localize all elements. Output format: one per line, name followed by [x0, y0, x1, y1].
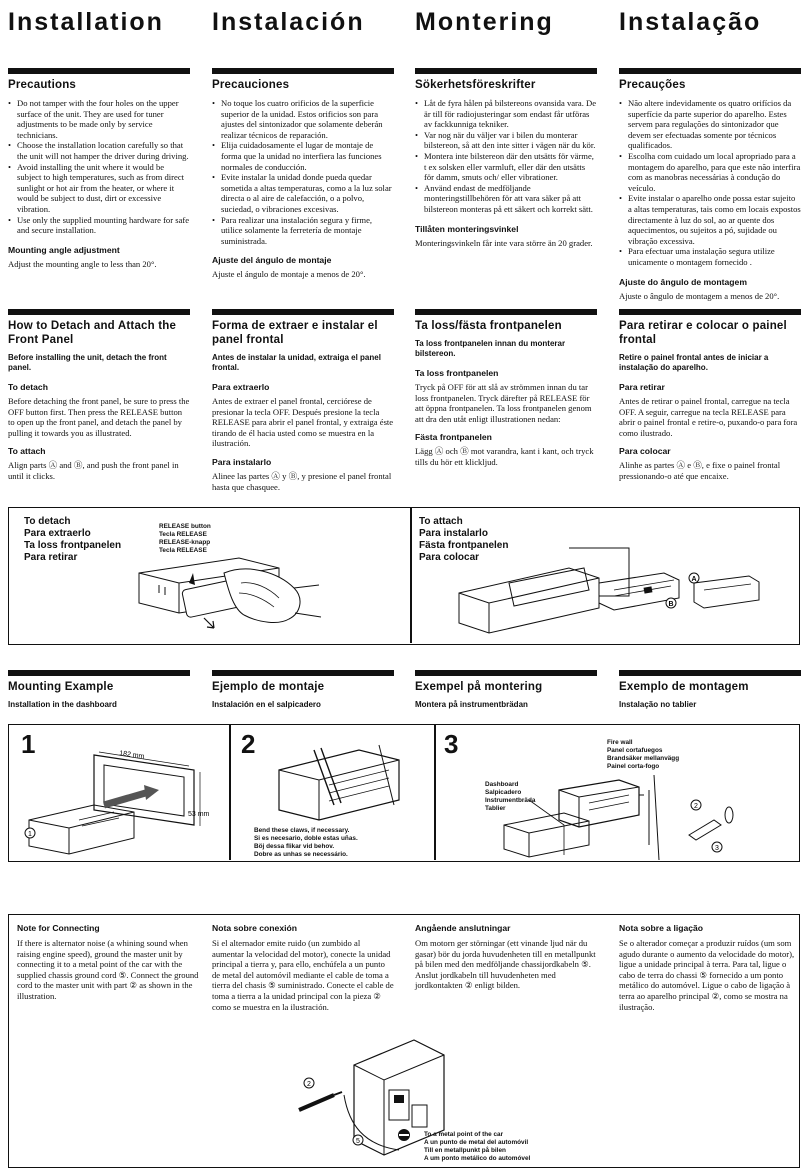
metal-point-label: To a metal point of the car	[424, 1131, 504, 1138]
attach-label: Fästa frontpanelen	[419, 540, 509, 551]
sub-heading: Para extraerlo	[212, 382, 270, 392]
mounting-sv	[415, 680, 597, 710]
intro-text: Before installing the unit, detach the front panel.	[8, 353, 167, 372]
list-item: • Choose the installation location carefully so that the unit will not hamper the driver during driving.	[8, 140, 190, 161]
paragraph: Before detaching the front panel, be sure to press the OFF button first. Then press the RELEASE button to open up the front panel, and detach the panel by pulling it towards you as illustrated.	[8, 396, 190, 438]
sub-heading: Note for Connecting	[17, 923, 100, 933]
detach-label: Ta loss frontpanelen	[24, 540, 122, 551]
sub-heading: Nota sobre conexión	[212, 923, 297, 933]
firewall-label: Painel corta-fogo	[607, 763, 660, 770]
release-label: RELEASE-knapp	[159, 539, 211, 546]
section-bar	[212, 309, 394, 315]
section-heading: Exemplo de montagem	[619, 681, 749, 693]
callout-2-label: 2	[307, 1081, 311, 1088]
section-bar	[212, 670, 394, 676]
paragraph: Alinhe as partes Ⓐ e Ⓑ, e fixe o painel frontal pressionando-o até que encaixe.	[619, 460, 781, 481]
sub-heading: Mounting angle adjustment	[8, 244, 120, 255]
paragraph: Adjust the mounting angle to less than 20°.	[8, 258, 157, 269]
height-dimension: 53 mm	[188, 811, 210, 818]
sub-heading: Ta loss frontpanelen	[415, 368, 499, 378]
detach-label: Para retirar	[24, 552, 78, 563]
firewall-label: Fire wall	[607, 739, 633, 746]
section-heading: Ta loss/fästa frontpanelen	[415, 320, 562, 332]
detach-label-group	[24, 516, 121, 564]
section-heading: Mounting Example	[8, 681, 114, 693]
callout-2-label: 2	[694, 803, 698, 810]
section-bar	[619, 670, 801, 676]
claws-illustration	[259, 745, 419, 825]
mounting-en	[8, 680, 190, 710]
claws-line: Bend these claws, if necessary.	[254, 827, 350, 834]
bullet-list	[212, 98, 394, 246]
connecting-box	[8, 914, 800, 1168]
attach-illustration	[449, 538, 779, 638]
step-number: 1	[21, 729, 36, 759]
paragraph: Ajuste el ángulo de montaje a menos de 20°.	[212, 269, 366, 280]
sleeve-illustration	[24, 750, 224, 860]
attach-label: Para colocar	[419, 552, 480, 563]
sub-heading: Nota sobre a ligação	[619, 923, 704, 933]
section-heading: Para retirar e colocar o painel frontal	[619, 320, 787, 346]
width-dimension: 182 mm	[118, 750, 145, 761]
figure-divider	[229, 725, 231, 860]
paragraph: Si el alternador emite ruido (un zumbido al aumentar la velocidad del motor), conecte la unidad principal a tierra y, para ello, enchúfela a un punto de metal del automóvil mediante el cable de toma a tierra del chasis ⑤ suministrado. Conecte el cable de toma a tierra a la unidad principal con la pieza ② como se muestra en la ilustración.	[212, 938, 394, 1012]
section-bar	[619, 309, 801, 315]
section-heading: Exempel på montering	[415, 681, 543, 693]
callout-a-label: A	[691, 576, 697, 583]
sub-heading: Instalación en el salpicadero	[212, 700, 321, 709]
precautions-es	[212, 78, 394, 280]
list-item: • Evite instalar o aparelho onde possa estar sujeito a altas temperaturas, tais como em locais expostos directamente à luz do sol, ao ar quente dos aquecimentos, ou sujeitos a pó, sujidade ou vibração excessiva.	[619, 193, 801, 246]
detach-illustration	[129, 553, 329, 638]
list-item: • Evite instalar la unidad donde pueda quedar sometida a altas temperaturas, como a la luz solar directa o al aire de calefacción, o a polvo, suciedad, o vibraciones excesivas.	[212, 172, 394, 214]
figure-divider	[410, 508, 412, 643]
detach-sv	[415, 319, 597, 468]
paragraph: Om motorn ger störningar (ett vinande ljud när du gasar) bör du jorda huvudenheten till en metallpunkt på bilen med den medföljande chassijordkabeln ⑤. Anslut jordkabeln till huvudenheten med jordkontakten ② enligt bilden.	[415, 938, 596, 991]
sub-heading: Instalação no tablier	[619, 700, 697, 709]
list-item: • Escolha com cuidado um local apropriado para a montagem do aparelho, para que este não interfira com as manobras necessárias à condução do veículo.	[619, 151, 801, 193]
list-item: • No toque los cuatro orificios de la superficie superior de la unidad. Estos orificios son para ajustes del sintonizador que solamente deberán realizar técnicos de reparación.	[212, 98, 394, 140]
connecting-pt	[619, 923, 801, 1012]
claws-line: Dobre as unhas se necessário.	[254, 851, 348, 858]
detach-label: To detach	[24, 516, 71, 527]
sub-heading: Angående anslutningar	[415, 923, 511, 933]
callout-5-label: 5	[356, 1138, 360, 1145]
intro-text: Antes de instalar la unidad, extraiga el panel frontal.	[212, 353, 381, 372]
section-heading: Forma de extraer e instalar el panel frontal	[212, 320, 378, 346]
sub-heading: Montera på instrumentbrädan	[415, 700, 528, 709]
release-label: RELEASE button	[159, 523, 211, 530]
metal-point-label-group	[424, 1131, 530, 1163]
title-english: Installation	[8, 8, 164, 36]
detach-label: Para extraerlo	[24, 528, 91, 539]
intro-text: Ta loss frontpanelen innan du monterar bilstereon.	[415, 339, 566, 358]
bullet-list	[415, 98, 597, 215]
section-heading: Sökerhetsföreskrifter	[415, 79, 536, 91]
dashboard-label: Tablier	[485, 805, 506, 812]
section-bar	[8, 670, 190, 676]
connecting-en	[17, 923, 199, 1002]
title-spanish: Instalación	[212, 8, 365, 36]
paragraph: Tryck på OFF för att slå av strömmen innan du tar loss frontpanelen. Tryck därefter på RELEASE för att öppna frontpanelen. Ta loss frontpanelen genom att dra den utåt enligt illustrationen nedan:	[415, 382, 592, 424]
detach-es	[212, 319, 394, 492]
release-label: Tecla RELEASE	[159, 547, 207, 554]
paragraph: Antes de retirar o painel frontal, carregue na tecla OFF. A seguir, carregue na tecla RELEASE para abrir o painel frontal e retire-o, puxando-o para fora como ilustrado.	[619, 396, 798, 438]
step-number: 2	[241, 729, 256, 759]
section-heading: How to Detach and Attach the Front Panel	[8, 320, 177, 346]
title-swedish: Montering	[415, 8, 554, 36]
mounting-figure	[8, 724, 800, 862]
detach-attach-figure	[8, 507, 800, 645]
connecting-es	[212, 923, 394, 1012]
list-item: • Låt de fyra hålen på bilstereons ovansida vara. De är till för radiojusteringar som endast får utföras av fackkunniga tekniker.	[415, 98, 597, 130]
sub-heading: Ajuste del ángulo de montaje	[212, 255, 332, 266]
step-number: 3	[444, 729, 459, 759]
section-bar	[415, 309, 597, 315]
sub-heading: To detach	[8, 382, 48, 392]
paragraph: If there is alternator noise (a whining sound when raising engine speed), ground the master unit by connecting it to a metal point of the car with the supplied chassis ground cord ⑤. Connect the ground cord to the master unit with part ② as shown in the illustration.	[17, 938, 199, 1001]
section-heading: Precauções	[619, 79, 686, 91]
paragraph: Ajuste o ângulo de montagem a menos de 20°.	[619, 290, 780, 301]
claws-line: Böj dessa flikar vid behov.	[254, 843, 335, 850]
list-item: • Montera inte bilstereon där den utsätts för värme, t ex solsken eller varmluft, eller där den utsätts för damm, smuts och/ eller vibrationer.	[415, 151, 597, 183]
list-item: • Använd endast de medföljande monteringstillbehören för att vara säker på att bilstereon monteras på ett säkert och korrekt sätt.	[415, 183, 597, 215]
callout-b-label: B	[668, 601, 674, 608]
list-item: • Var nog när du väljer var i bilen du monterar bilstereon, så att den inte sitter i vägen när du kör.	[415, 130, 597, 151]
list-item: • Use only the supplied mounting hardware for safe and secure installation.	[8, 215, 190, 236]
list-item: • Para efectuar uma instalação segura utilize unicamente o montagem fornecido .	[619, 246, 801, 267]
figure-divider	[434, 725, 436, 860]
section-bar	[8, 309, 190, 315]
metal-point-label: A um ponto metálico do automóvel	[424, 1155, 531, 1162]
sub-heading: Para colocar	[619, 446, 671, 457]
section-heading: Ejemplo de montaje	[212, 681, 325, 693]
attach-label: To attach	[419, 516, 463, 527]
paragraph: Align parts Ⓐ and Ⓑ, and push the front panel in until it clicks.	[8, 460, 179, 481]
section-bar	[619, 68, 801, 74]
sub-heading: Fästa frontpanelen	[415, 432, 492, 443]
list-item: • Avoid installing the unit where it would be subject to high temperatures, such as from direct sunlight or hot air from the heater, or where it would be subject to dust, dirt or excessive vibration.	[8, 162, 190, 215]
sub-heading: Tillåten monteringsvinkel	[415, 223, 519, 234]
section-bar	[8, 68, 190, 74]
precautions-pt	[619, 78, 801, 301]
bullet-list	[619, 98, 801, 268]
paragraph: Se o alterador começar a produzir ruídos (um som agudo durante o aumento da velocidade do motor), ligue a unidade principal à terra. Para tal, ligue o cabo de terra do chassi ⑤ fornecido a um ponto metálico do automóvel. Ligue o cabo de ligação à terra ao aparelho principal ②, como se mostra na ilustração.	[619, 938, 795, 1012]
precautions-en	[8, 78, 190, 269]
detach-pt	[619, 319, 801, 482]
list-item: • Para realizar una instalación segura y firme, utilice solamente la ferretería de montaje suministrada.	[212, 215, 394, 247]
detach-en	[8, 319, 190, 482]
firewall-label: Panel cortafuegos	[607, 747, 663, 754]
dashboard-label: Salpicadero	[485, 789, 522, 796]
section-bar	[415, 68, 597, 74]
metal-point-label: A un punto de metal del automóvil	[424, 1139, 529, 1146]
dashboard-label: Dashboard	[485, 781, 519, 788]
list-item: • Elija cuidadosamente el lugar de montaje de forma que la unidad no interfiera las funciones normales de conducción.	[212, 140, 394, 172]
callout-1-label: 1	[28, 831, 32, 838]
list-item: • Não altere indevidamente os quatro orifícios da superfície da parte superior do aparelho. Estes servem para regulações do sintonizador que devem ser efectuadas somente por técnicos qualificados.	[619, 98, 801, 151]
release-label: Tecla RELEASE	[159, 531, 207, 538]
claws-note	[254, 827, 358, 859]
section-bar	[415, 670, 597, 676]
section-heading: Precauciones	[212, 79, 290, 91]
attach-label: Para instalarlo	[419, 528, 488, 539]
precautions-sv	[415, 78, 597, 248]
claws-line: Si es necesario, doble estas uñas.	[254, 835, 358, 842]
connecting-sv	[415, 923, 597, 991]
intro-text: Retire o painel frontal antes de iniciar a instalação do aparelho.	[619, 353, 769, 372]
callout-3-label: 3	[715, 845, 719, 852]
sub-heading: Para instalarlo	[212, 456, 272, 467]
title-portuguese: Instalação	[619, 8, 762, 36]
mounting-es	[212, 680, 394, 710]
release-label-group	[159, 523, 211, 555]
firewall-illustration	[489, 765, 789, 860]
paragraph: Monteringsvinkeln får inte vara större än 20 grader.	[415, 237, 593, 248]
list-item: • Do not tamper with the four holes on the upper surface of the unit. They are used for tuner adjustments to be made only by service technicians.	[8, 98, 190, 140]
bullet-list	[8, 98, 190, 236]
sub-heading: To attach	[8, 446, 46, 457]
section-heading: Precautions	[8, 79, 77, 91]
paragraph: Antes de extraer el panel frontal, cerciórese de presionar la tecla OFF. Después presione la tecla RELEASE para abrir el panel frontal, y extraiga éste tirando de él hacia usted como se muestra en la ilustración.	[212, 396, 394, 449]
metal-point-label: Till en metallpunkt på bilen	[424, 1147, 506, 1154]
sub-heading: Ajuste do ângulo de montagem	[619, 276, 747, 287]
firewall-label: Brandsäker mellanvägg	[607, 755, 680, 762]
paragraph: Alinee las partes Ⓐ y Ⓑ, y presione el panel frontal hasta que chasquee.	[212, 470, 392, 492]
sub-heading: Installation in the dashboard	[8, 700, 117, 709]
sub-heading: Para retirar	[619, 382, 665, 392]
dashboard-label: Instrumentbräda	[485, 797, 536, 804]
section-bar	[212, 68, 394, 74]
mounting-pt	[619, 680, 801, 710]
paragraph: Lägg Ⓐ och Ⓑ mot varandra, kant i kant, och tryck tills du hör ett klickljud.	[415, 446, 594, 467]
